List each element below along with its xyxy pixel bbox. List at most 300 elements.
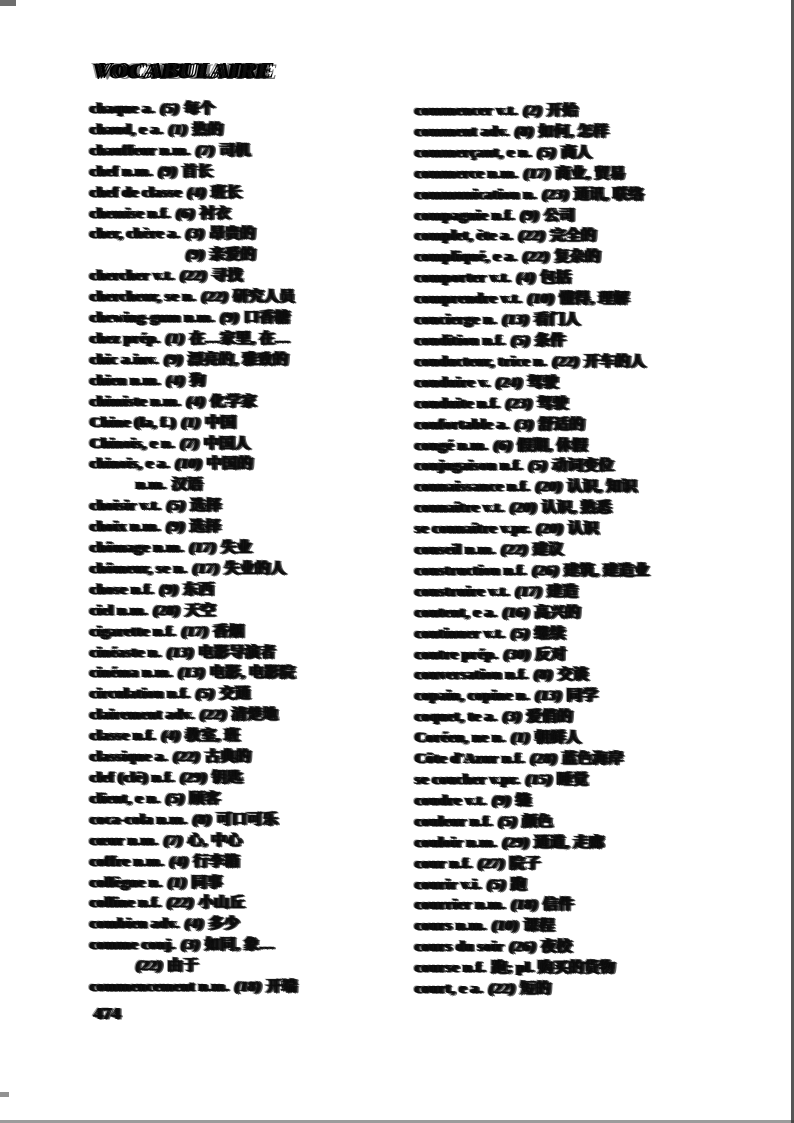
entry-chinese-gloss: 钥匙 [211, 770, 243, 786]
entry-chinese-gloss: 信件 [542, 897, 574, 914]
entry-chinese-gloss: 行李箱 [193, 853, 240, 870]
vocab-entry [90, 413, 412, 434]
entry-chinese-gloss: 反对 [535, 646, 567, 663]
entry-lesson-number: (5) [528, 458, 548, 475]
entry-chinese-gloss: 蓝色海岸 [562, 751, 624, 768]
entry-french-word: choix n.m. [90, 519, 161, 536]
entry-chinese-gloss: 寻找 [211, 268, 243, 285]
entry-lesson-number: (1) [181, 414, 201, 431]
entry-lesson-number: (18) [511, 897, 538, 914]
entry-lesson-number: (17) [192, 560, 220, 577]
entry-chinese-gloss: 中国的 [206, 456, 254, 473]
entry-chinese-gloss: 建议 [532, 542, 564, 559]
entry-french-word: classe n.f. [90, 728, 156, 745]
entry-french-word: course n.f. [415, 960, 486, 977]
entry-french-word: comme conj. [90, 937, 176, 954]
entry-chinese-gloss: 看门人 [534, 312, 581, 329]
vocab-entry [415, 624, 750, 645]
entry-french-word: Coréen, ne n. [415, 730, 506, 747]
entry-lesson-number: (1) [165, 330, 185, 347]
entry-french-word: ciel n.m. [90, 602, 148, 619]
entry-chinese-gloss: 夜校 [541, 939, 572, 956]
vocab-entry [90, 371, 412, 392]
entry-chinese-gloss: 颜色 [522, 813, 553, 830]
entry-chinese-gloss: 顾客 [189, 790, 221, 807]
vocab-entry [90, 726, 412, 747]
entry-french-word: cœur n.m. [90, 832, 158, 849]
vocab-entry [415, 164, 750, 185]
entry-french-word: chewing-gum n.m. [90, 310, 215, 327]
entry-lesson-number: (13) [535, 688, 562, 705]
entry-lesson-number: (7) [180, 435, 200, 452]
entry-lesson-number: (9) [520, 207, 540, 224]
entry-lesson-number: (4) [184, 916, 204, 933]
entry-french-word: content, e a. [415, 604, 497, 621]
entry-chinese-gloss: 完全的 [550, 228, 597, 245]
vocab-entry [415, 415, 750, 436]
entry-lesson-number: (26) [532, 562, 559, 579]
entry-lesson-number: (28) [530, 751, 558, 768]
entry-chinese-gloss: 天空 [184, 602, 216, 619]
entry-lesson-number: (20) [536, 521, 564, 538]
entry-french-word: commencement n.m. [90, 979, 229, 996]
entry-lesson-number: (3) [514, 416, 534, 433]
entry-lesson-number: (9) [166, 519, 185, 536]
vocab-entry [90, 768, 412, 789]
vocab-entry [415, 561, 750, 582]
entry-chinese-gloss: 可口可乐 [216, 811, 279, 828]
entry-french-word: chien n.m. [90, 372, 161, 389]
entry-french-word: chômeur, se n. [90, 560, 187, 577]
vocab-entry [415, 770, 750, 791]
entry-french-word: chemise n.f. [90, 205, 171, 222]
vocab-entry [415, 519, 750, 540]
entry-chinese-gloss: 东西 [183, 581, 215, 598]
entry-french-word: choisir v.t. [90, 498, 161, 515]
entry-lesson-number: (22) [518, 228, 546, 245]
entry-chinese-gloss: 建造 [547, 583, 578, 600]
entry-chinese-gloss: 电影导演者 [198, 644, 276, 661]
entry-chinese-gloss: 短的 [520, 981, 552, 998]
entry-lesson-number: (9) [158, 163, 178, 180]
entry-french-word: connaître v.t. [415, 500, 505, 517]
vocab-entry [90, 162, 412, 183]
entry-french-word: compagnie n.f. [415, 207, 515, 224]
entry-chinese-gloss: 漂亮的, 雅致的 [187, 351, 289, 368]
entry-french-word: couleur n.f. [415, 813, 493, 830]
entry-chinese-gloss: 中国 [205, 414, 237, 431]
vocab-entry [415, 728, 750, 749]
entry-french-word: Chinois, e n. [90, 435, 175, 452]
vocab-entry [90, 873, 412, 894]
entry-chinese-gloss: 认识, 知识 [567, 479, 638, 496]
vocab-column-right [415, 101, 750, 1000]
vocab-entry [415, 394, 750, 415]
entry-chinese-gloss: 包括 [540, 270, 572, 287]
entry-lesson-number: (8) [534, 667, 553, 684]
entry-lesson-number: (7) [195, 142, 215, 159]
entry-chinese-gloss: 院子 [509, 855, 541, 872]
vocab-entry [415, 331, 750, 352]
entry-chinese-gloss: 昂贵的 [209, 226, 256, 243]
entry-lesson-number: (17) [523, 165, 551, 182]
vocab-entry [415, 603, 750, 624]
entry-french-word: communication n. [415, 186, 537, 203]
entry-french-word: compliqué, e a. [415, 249, 517, 266]
entry-lesson-number: (9) [186, 247, 205, 264]
entry-chinese-gloss: 通讯, 联络 [574, 186, 644, 203]
entry-lesson-number: (7) [163, 832, 183, 849]
entry-french-word: combien adv. [90, 916, 179, 933]
entry-lesson-number: (22) [200, 707, 227, 724]
entry-chinese-gloss: 同事 [191, 874, 223, 891]
vocab-entry [90, 580, 412, 601]
entry-lesson-number: (13) [167, 644, 194, 661]
entry-french-word: court, e a. [415, 981, 483, 998]
entry-french-word: colline n.f. [90, 895, 162, 912]
page-number: 474 [94, 1004, 121, 1023]
entry-lesson-number: (13) [502, 312, 530, 329]
entry-lesson-number: (10) [175, 456, 202, 473]
entry-french-word: cinéma n.m. [90, 665, 173, 682]
entry-lesson-number: (5) [166, 498, 186, 515]
vocab-entry [90, 747, 412, 768]
entry-lesson-number: (22) [136, 958, 163, 975]
entry-chinese-gloss: 懂得, 理解 [559, 291, 630, 308]
vocab-entry [415, 143, 750, 164]
vocab-entry [90, 559, 412, 580]
entry-chinese-gloss: 爱俏的 [526, 709, 573, 726]
entry-french-word: conseil n.m. [415, 542, 496, 559]
vocab-entry [90, 684, 412, 705]
page-title: VOCABULAIRE [95, 58, 274, 83]
vocab-entry [90, 454, 412, 475]
entry-chinese-gloss: 口香糖 [244, 310, 291, 327]
entry-french-word: collègue n. [90, 874, 162, 891]
vocab-entry [90, 935, 412, 956]
vocab-entry [415, 373, 750, 394]
vocab-entry [415, 645, 750, 666]
entry-chinese-gloss: 驾驶 [537, 395, 569, 412]
entry-french-word: coudre v.t. [415, 792, 487, 809]
entry-chinese-gloss: 交谈 [557, 667, 589, 684]
entry-french-word: conducteur, trice n. [415, 353, 547, 370]
vocab-entry [415, 749, 750, 770]
entry-chinese-gloss: 驾驶 [527, 374, 559, 391]
entry-chinese-gloss: 亲爱的 [209, 247, 256, 264]
vocab-entry [415, 436, 750, 457]
entry-french-word: chose n.f. [90, 581, 154, 598]
entry-lesson-number: (17) [515, 583, 543, 600]
entry-french-word: condition n.f. [415, 332, 506, 349]
entry-lesson-number: (22) [201, 289, 229, 306]
entry-french-word: conversation n.f. [415, 667, 529, 684]
vocab-entry [415, 206, 750, 227]
entry-lesson-number: (29) [180, 770, 207, 786]
entry-lesson-number: (24) [495, 374, 523, 391]
entry-french-word: commerce n.m. [415, 165, 518, 182]
entry-lesson-number: (10) [527, 291, 555, 308]
entry-chinese-gloss: 失业的人 [224, 560, 286, 577]
entry-lesson-number: (18) [234, 979, 262, 996]
entry-french-word: comprendre v.t. [415, 291, 522, 308]
vocab-entry [415, 875, 750, 896]
vocab-entry [90, 643, 412, 664]
vocab-entry [415, 289, 750, 310]
entry-chinese-gloss: 认识 [568, 521, 599, 538]
entry-french-word: chercheur, se n. [90, 289, 196, 306]
entry-french-word: chez prép. [90, 330, 160, 347]
entry-french-word: construction n.f. [415, 562, 527, 579]
vocab-entry [90, 789, 412, 810]
entry-lesson-number: (20) [535, 479, 563, 496]
vocab-entry [415, 352, 750, 373]
vocab-entry [415, 979, 750, 1000]
entry-chinese-gloss: 公司 [544, 207, 575, 224]
entry-lesson-number: (22) [180, 268, 207, 285]
entry-french-word: cours n.m. [415, 918, 487, 935]
entry-lesson-number: (9) [220, 310, 240, 327]
entry-chinese-gloss: 通道, 走廊 [534, 834, 605, 851]
entry-chinese-gloss: 由于 [167, 958, 199, 975]
entry-lesson-number: (5) [487, 876, 506, 893]
vocab-entry [90, 141, 412, 162]
entry-chinese-gloss: 在…家里, 在… [189, 330, 291, 347]
vocab-entry [90, 392, 412, 413]
entry-lesson-number: (15) [525, 772, 553, 788]
entry-lesson-number: (23) [505, 395, 533, 412]
entry-french-word: complet, ète a. [415, 228, 513, 245]
entry-french-word: construire v.t. [415, 583, 510, 600]
entry-lesson-number: (26) [509, 939, 537, 956]
vocab-entry [415, 101, 750, 122]
vocab-entry [415, 498, 750, 519]
entry-french-word: conduire v. [415, 374, 490, 391]
entry-chinese-gloss: 交通 [219, 686, 251, 703]
entry-lesson-number: (6) [176, 205, 195, 222]
entry-lesson-number: (17) [189, 540, 217, 557]
entry-chinese-gloss: 班长 [211, 184, 242, 201]
entry-lesson-number: (5) [498, 813, 518, 830]
vocab-entry [90, 308, 412, 329]
entry-lesson-number: (5) [165, 790, 185, 807]
entry-french-word: comment adv. [415, 123, 509, 140]
vocab-entry [90, 914, 412, 935]
entry-lesson-number: (4) [186, 393, 206, 410]
entry-chinese-gloss: 电影, 电影院 [209, 665, 296, 682]
entry-lesson-number: (8) [514, 123, 534, 140]
entry-french-word: clef (clé) n.f. [90, 770, 175, 786]
entry-lesson-number: (23) [542, 186, 569, 203]
entry-chinese-gloss: 小山丘 [198, 895, 245, 912]
entry-french-word: chercher v.t. [90, 268, 175, 285]
entry-lesson-number: (28) [153, 602, 180, 619]
entry-lesson-number: (3) [185, 226, 205, 243]
entry-lesson-number: (9) [164, 351, 183, 368]
entry-chinese-gloss: 古典的 [204, 749, 252, 766]
vocab-entry [90, 956, 412, 977]
entry-french-word: concierge n. [415, 312, 497, 329]
entry-lesson-number: (1) [167, 874, 187, 891]
entry-lesson-number: (29) [502, 834, 530, 851]
vocab-entry [90, 99, 412, 120]
vocab-entry [90, 350, 412, 371]
entry-lesson-number: (17) [181, 623, 209, 640]
entry-lesson-number: (5) [160, 101, 180, 117]
entry-chinese-gloss: 香烟 [213, 623, 245, 640]
entry-chinese-gloss: 狗 [189, 372, 206, 389]
vocab-entry [415, 686, 750, 707]
entry-french-word: chic a.inv. [90, 351, 159, 368]
entry-chinese-gloss: 衬衣 [199, 205, 231, 222]
vocab-entry [415, 812, 750, 833]
entry-french-word: chômage n.m. [90, 540, 184, 557]
entry-chinese-gloss: 跑; pl. 购买的货物 [491, 960, 616, 977]
entry-chinese-gloss: 热的 [192, 121, 224, 138]
vocab-entry [90, 496, 412, 517]
vocab-entry [415, 791, 750, 812]
entry-lesson-number: (4) [161, 728, 181, 745]
entry-chinese-gloss: 缝 [515, 792, 532, 809]
entry-chinese-gloss: 动词变位 [552, 458, 614, 475]
entry-lesson-number: (22) [522, 249, 550, 266]
entry-chinese-gloss: 开车的人 [584, 353, 646, 370]
vocab-entry [90, 224, 412, 245]
entry-french-word: coca-cola n.m. [90, 811, 187, 828]
vocab-entry [90, 245, 412, 266]
vocab-entry [90, 538, 412, 559]
entry-lesson-number: (30) [503, 646, 531, 663]
entry-chinese-gloss: 多少 [208, 916, 240, 933]
vocab-entry [90, 663, 412, 684]
entry-chinese-gloss: 同学 [566, 688, 598, 705]
vocab-entry [415, 854, 750, 875]
vocab-entry [90, 831, 412, 852]
entry-french-word: circulation n.f. [90, 686, 190, 703]
entry-french-word: Côte d'Azur n.f. [415, 751, 525, 768]
entry-lesson-number: (5) [510, 625, 530, 642]
vocab-entry [415, 937, 750, 958]
entry-chinese-gloss: 如同, 象… [204, 937, 275, 954]
entry-french-word: cinéaste n. [90, 644, 162, 661]
vocab-entry [415, 247, 750, 268]
entry-french-word: confortable a. [415, 416, 509, 433]
vocab-entry [415, 916, 750, 937]
entry-french-word: chef de classe [90, 184, 182, 201]
entry-chinese-gloss: 开始 [547, 103, 578, 119]
entry-lesson-number: (1) [168, 121, 188, 138]
vocab-entry [415, 122, 750, 143]
entry-french-word: congé n.m. [415, 437, 488, 454]
entry-french-word: client, e n. [90, 790, 160, 807]
vocab-entry [415, 477, 750, 498]
scan-edge-bottom-left [0, 1092, 9, 1097]
vocab-entry [90, 287, 412, 308]
vocab-entry [90, 517, 412, 538]
entry-chinese-gloss: 心, 中心 [187, 832, 243, 849]
entry-chinese-gloss: 清楚地 [231, 707, 278, 724]
vocab-entry [90, 183, 412, 204]
entry-lesson-number: (4) [187, 184, 207, 201]
entry-lesson-number: (5) [537, 144, 557, 161]
entry-chinese-gloss: 司机 [219, 142, 251, 159]
entry-lesson-number: (22) [488, 981, 516, 998]
vocab-entry [415, 310, 750, 331]
entry-chinese-gloss: 教室, 班 [185, 728, 240, 745]
entry-french-word: Chine (la, f.) [90, 414, 176, 431]
entry-chinese-gloss: 首长 [182, 163, 213, 180]
vocab-entry [90, 810, 412, 831]
vocab-column-left [90, 99, 412, 998]
entry-french-word: cigarette n.f. [90, 623, 176, 640]
entry-lesson-number: (9) [159, 581, 179, 598]
entry-lesson-number: (9) [492, 792, 511, 809]
entry-lesson-number: (2) [523, 103, 543, 119]
entry-chinese-gloss: 化学家 [210, 393, 257, 410]
entry-chinese-gloss: 跑 [510, 876, 527, 893]
entry-french-word: cour n.f. [415, 855, 473, 872]
entry-lesson-number: (10) [492, 918, 519, 935]
entry-chinese-gloss: 舒适的 [538, 416, 585, 433]
vocab-entry [90, 475, 412, 496]
entry-chinese-gloss: 条件 [534, 332, 566, 349]
entry-french-word: chaud, e a. [90, 121, 163, 138]
entry-chinese-gloss: 选择 [190, 498, 222, 515]
vocab-entry [415, 540, 750, 561]
entry-lesson-number: (6) [493, 437, 513, 454]
entry-lesson-number: (22) [173, 749, 200, 766]
entry-french-word: continuer v.t. [415, 625, 505, 642]
entry-french-word: coffre n.m. [90, 853, 164, 870]
vocab-entry [415, 456, 750, 477]
vocab-entry [415, 268, 750, 289]
entry-french-word: n.m. [136, 477, 166, 494]
entry-lesson-number: (1) [511, 730, 530, 747]
entry-lesson-number: (5) [195, 686, 215, 703]
entry-french-word: comporter v.t. [415, 270, 511, 287]
entry-chinese-gloss: 失业 [221, 540, 252, 557]
entry-french-word: courir v.i. [415, 876, 482, 893]
entry-chinese-gloss: 继续 [534, 625, 566, 642]
entry-chinese-gloss: 中国人 [204, 435, 251, 452]
entry-chinese-gloss: 研究人员 [233, 289, 295, 306]
entry-lesson-number: (3) [502, 709, 522, 726]
entry-lesson-number: (5) [511, 332, 530, 349]
entry-french-word: chef n.m. [90, 163, 153, 180]
entry-chinese-gloss: 假期, 休假 [517, 437, 588, 454]
entry-lesson-number: (20) [510, 500, 537, 517]
vocab-entry [90, 601, 412, 622]
entry-lesson-number: (4) [166, 372, 185, 389]
entry-chinese-gloss: 朝鲜人 [534, 730, 582, 747]
entry-lesson-number: (3) [181, 937, 200, 954]
entry-chinese-gloss: 课程 [523, 918, 555, 935]
entry-french-word: se coucher v.pr. [415, 772, 520, 788]
vocab-entry [415, 226, 750, 247]
entry-lesson-number: (27) [478, 855, 505, 872]
entry-chinese-gloss: 选择 [189, 519, 221, 536]
entry-french-word: classique a. [90, 749, 168, 766]
vocab-entry [415, 958, 750, 979]
entry-chinese-gloss: 睡觉 [557, 772, 589, 788]
vocab-entry [415, 185, 750, 206]
entry-lesson-number: (22) [167, 895, 194, 912]
entry-chinese-gloss: 复杂的 [554, 249, 601, 266]
entry-chinese-gloss: 如何, 怎样 [538, 123, 609, 140]
entry-french-word: chauffeur n.m. [90, 142, 190, 159]
vocab-entry [90, 622, 412, 643]
entry-lesson-number: (13) [178, 665, 205, 682]
